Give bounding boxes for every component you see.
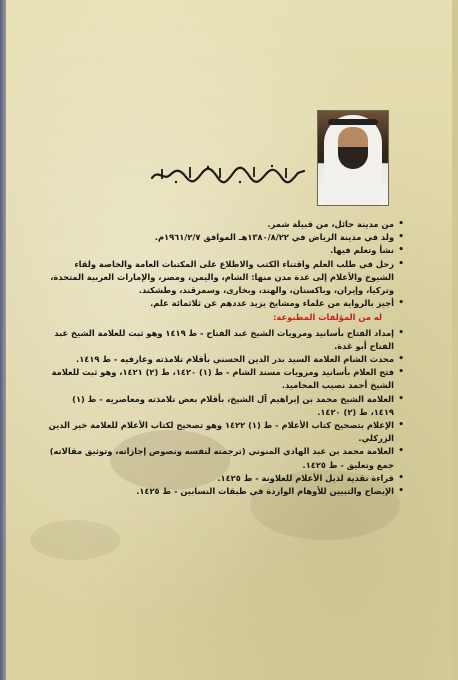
list-item: [48, 258, 404, 298]
list-item: [48, 472, 404, 485]
list-item: [48, 231, 404, 244]
publication-text: العلامة محمد بن عبد الهادي المنوني (ترجمته لنفسه ونصوص إجازاته، وتوثيق مقالاته) جمع وتعليق - ط ١٤٢٥.: [49, 446, 394, 470]
portrait-igal: [328, 119, 378, 125]
publication-text: العلامة الشيخ محمد بن إبراهيم آل الشيخ، بأقلام بعض تلامذته ومعاصريه - ط (١) ١٤١٩، ط (٢) ١٤٢٠.: [72, 393, 394, 417]
bullet-icon: •: [398, 354, 404, 365]
publication-text: الإعلام بتصحيح كتاب الأعلام - ط (١) ١٤٢٢ وهو تصحيح لكتاب الأعلام للعلامة خير الدين الزركلي.: [48, 420, 394, 444]
bullet-icon: •: [398, 420, 404, 431]
list-item: [48, 327, 404, 353]
publication-text: محدث الشام العلامة السيد بدر الدين الحسني بأقلام تلامذته وعارفيه - ط ١٤١٩.: [76, 354, 394, 365]
paper-stain: [30, 520, 120, 560]
list-item: [48, 419, 404, 445]
bullet-icon: •: [398, 258, 404, 269]
publication-text: فتح العلام بأسانيد ومرويات مسند الشام - ط (١) ١٤٢٠، ط (٢) ١٤٢١، وهو ثبت للعلامة الشيخ أحمد نصيب المحاميد.: [51, 367, 394, 391]
calligraphy-signature-icon: [150, 163, 306, 185]
bullet-icon: •: [398, 298, 404, 309]
list-item: [48, 445, 404, 471]
list-item: [48, 366, 404, 392]
publications-list: [48, 327, 404, 499]
publication-text: إمداد الفتاح بأسانيد ومرويات الشيخ عبد الفتاح - ط ١٤١٩ وهو ثبت للعلامة الشيخ عبد الفتاح أبو غدة.: [54, 327, 394, 351]
bullet-icon: •: [398, 245, 404, 256]
list-item: [48, 218, 404, 231]
bullet-icon: •: [398, 232, 404, 243]
right-edge-strip: [452, 0, 458, 680]
bullet-icon: •: [398, 219, 404, 229]
list-item: [48, 297, 404, 310]
publication-text: قراءة نقدية لذيل الأعلام للعلاونة - ط ١٤٢٥.: [217, 472, 394, 483]
bio-text: رحل في طلب العلم واقتناء الكتب والاطلاع على المكتبات العامة والخاصة ولقاء الشيوخ والأعلام إلى عدة مدن منها: الشام، واليمن، ومصر، والإمارات العربية المتحدة، وتركيا، وإيران، وباكستان، والهند، وبخارى، وسمرقند، وطشكند.: [50, 258, 394, 296]
list-item: [48, 353, 404, 366]
bullet-icon: •: [398, 393, 404, 404]
bullet-icon: •: [398, 446, 404, 457]
author-name-calligraphy: [150, 163, 306, 185]
left-edge-strip: [0, 0, 6, 680]
publications-heading: له من المؤلفات المطبوعة:: [273, 312, 382, 323]
bullet-icon: •: [398, 327, 404, 338]
bullet-icon: •: [398, 486, 404, 497]
bio-text: من مدينة حائل، من قبيلة شمر.: [267, 219, 394, 229]
bio-text: ولد في مدينة الرياض في ١٣٨٠/٨/٢٢هـ الموافق ١٩٦١/٢/٧م.: [154, 232, 394, 243]
author-portrait: [317, 110, 389, 206]
list-item: [48, 485, 404, 498]
list-item: [48, 244, 404, 257]
bullet-icon: •: [398, 367, 404, 378]
bio-list: [48, 218, 404, 310]
list-item: [48, 393, 404, 419]
bullet-icon: •: [398, 472, 404, 483]
publication-text: الإيضاح والتبيين للأوهام الواردة في طبقات النسابين - ط ١٤٢٥.: [136, 486, 394, 497]
biography-text: [48, 218, 404, 498]
bio-text: نشأ وتعلم فيها.: [330, 245, 394, 256]
bio-text: أجيز بالرواية من علماء ومشايخ يزيد عددهم عن ثلاثمائة علم.: [150, 298, 394, 309]
